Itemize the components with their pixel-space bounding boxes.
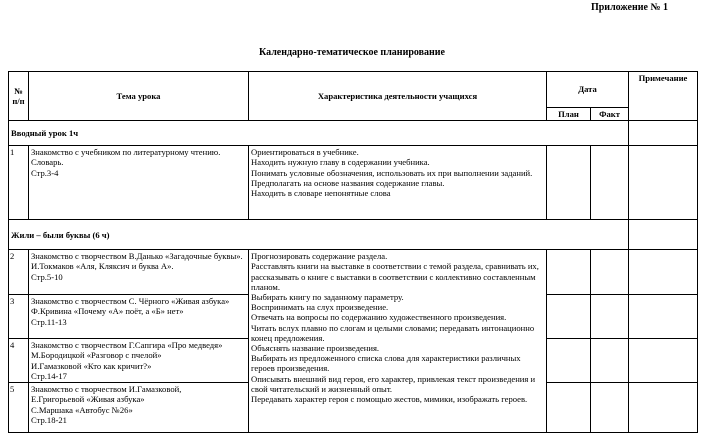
section-intro: Вводный урок 1ч: [9, 121, 629, 146]
row-number: 2: [9, 250, 29, 295]
note-cell: [629, 121, 698, 146]
row-activity: Ориентироваться в учебнике. Находить нужную главу в содержании учебника. Понимать условные обозначения, использовать их при выполнении заданий. Предполагать на основе названия содержание главы. Находить в словаре непонятные слова: [249, 146, 547, 220]
header-topic: Тема урока: [29, 72, 249, 121]
plan-cell: [547, 383, 591, 433]
plan-cell: [547, 250, 591, 295]
note-cell: [629, 220, 698, 250]
header-date: Дата: [547, 72, 629, 108]
note-cell: [629, 383, 698, 433]
page-title: Календарно-тематическое планирование: [258, 47, 445, 58]
appendix-label: Приложение № 1: [590, 2, 668, 13]
plan-cell: [547, 146, 591, 220]
fact-cell: [591, 339, 629, 383]
row-topic: Знакомство с творчеством И.Гамазковой, Е.Григорьевой «Живая азбука» С.Маршака «Автобус №26» Стр.18-21: [29, 383, 249, 433]
section-activity: Прогнозировать содержание раздела. Расставлять книги на выставке в соответствии с темой раздела, сравнивать их, рассказывать о книге с выставки в соответствии с коллективно составленным планом. Выбирать книгу по заданному параметру. Воспринимать на слух произведение. Отвечать на вопросы по содержанию художественного произведения. Читать вслух плавно по слогам и целыми словами; передавать интонационно конец предложения. Объяснять название произведения. Выбирать из предложенного списка слова для характеристики различных героев произведения. Описывать внешний вид героя, его характер, привлекая текст произведения и свой читательский и жизненный опыт. Передавать характер героя с помощью жестов, мимики, изображать героев.: [249, 250, 547, 433]
planning-table: [8, 71, 698, 433]
note-cell: [629, 250, 698, 295]
row-number: 1: [9, 146, 29, 220]
row-topic: Знакомство с творчеством С. Чёрного «Живая азбука» Ф.Кривина «Почему «А» поёт, а «Б» нет» Стр.11-13: [29, 295, 249, 339]
plan-cell: [547, 295, 591, 339]
plan-cell: [547, 339, 591, 383]
row-topic: Знакомство с творчеством В.Данько «Загадочные буквы». И.Токмаков «Аля, Кляксич и буква А». Стр.5-10: [29, 250, 249, 295]
fact-cell: [591, 383, 629, 433]
row-topic: Знакомство с учебником по литературному чтению. Словарь. Стр.3-4: [29, 146, 249, 220]
note-cell: [629, 339, 698, 383]
row-topic: Знакомство с творчеством Г.Сапгира «Про медведя» М.Бородицкой «Разговор с пчелой» И.Гамазковой «Кто как кричит?» Стр.14-17: [29, 339, 249, 383]
row-number: 5: [9, 383, 29, 433]
header-fact: Факт: [591, 108, 629, 121]
note-cell: [629, 146, 698, 220]
row-number: 4: [9, 339, 29, 383]
header-note: Примечание: [629, 72, 698, 121]
header-number: № п/п: [9, 72, 29, 121]
header-activity: Характеристика деятельности учащихся: [249, 72, 547, 121]
section-zhili: Жили – были буквы (6 ч): [9, 220, 629, 250]
row-number: 3: [9, 295, 29, 339]
header-plan: План: [547, 108, 591, 121]
fact-cell: [591, 250, 629, 295]
fact-cell: [591, 146, 629, 220]
note-cell: [629, 295, 698, 339]
fact-cell: [591, 295, 629, 339]
